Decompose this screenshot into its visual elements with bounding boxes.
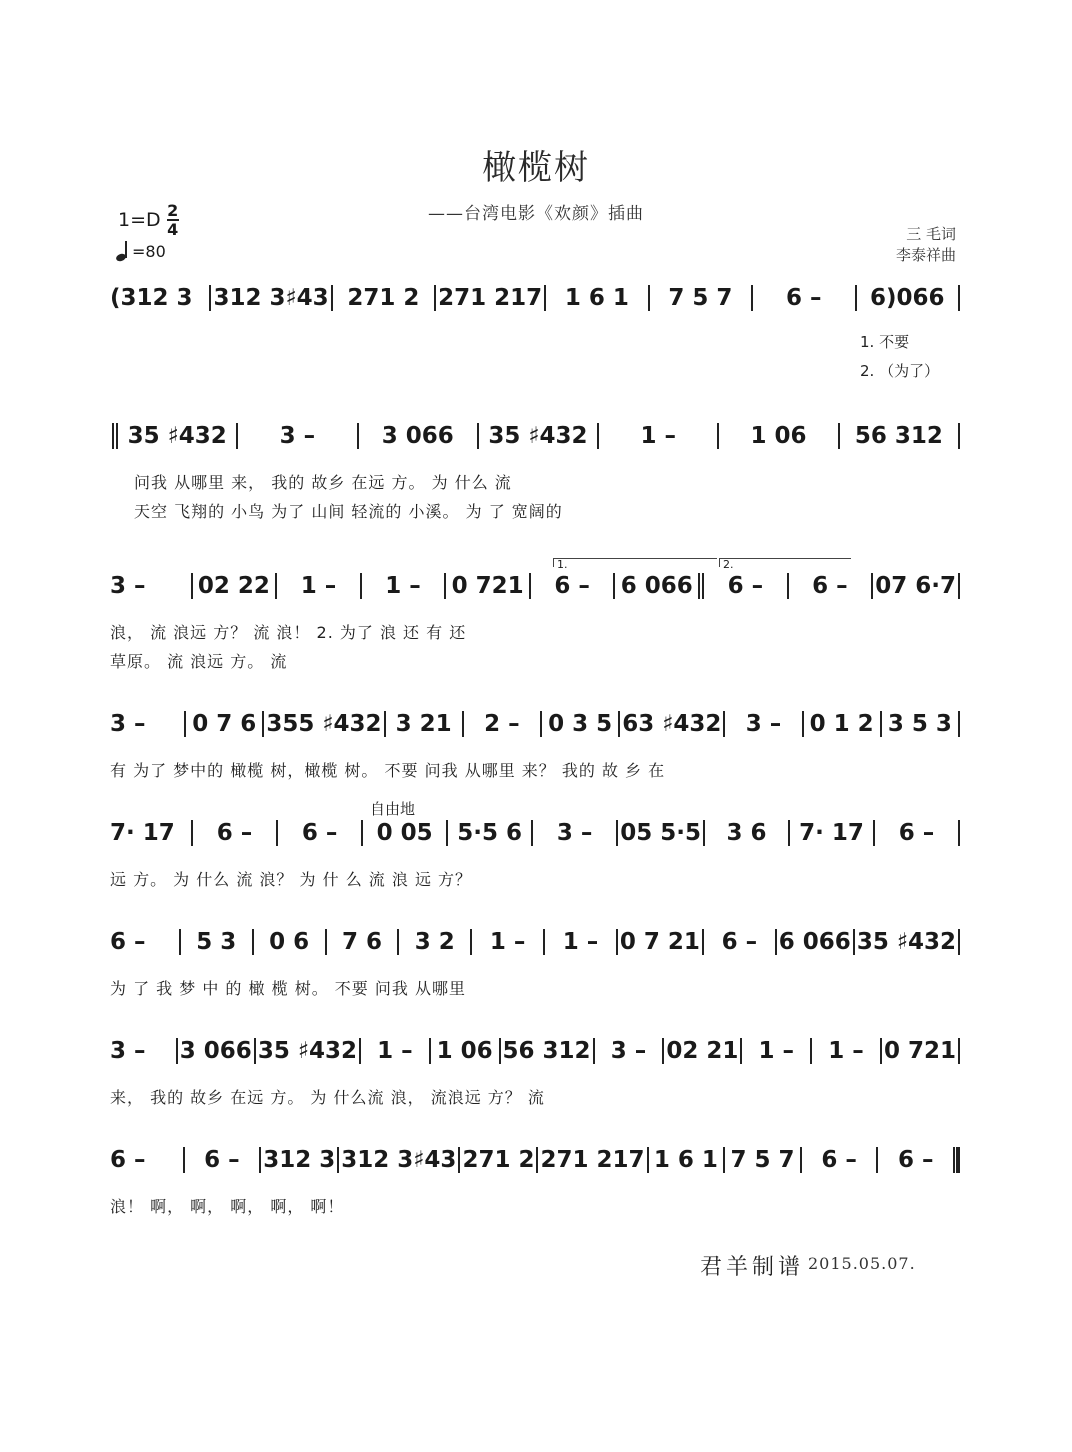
lyricist: 三 毛词 [906,225,956,243]
barline [397,929,399,955]
barline [236,423,238,449]
measure: 6 – [721,929,758,955]
barline [616,820,618,846]
key-label: 1=D [118,209,161,231]
measure: 0 7 6 [192,711,257,737]
measure: 1 – [300,573,337,599]
barline [871,573,873,599]
measure: 3 21 [395,711,452,737]
barline [958,423,960,449]
composer: 李泰祥曲 [895,246,956,264]
transcription-date: 2015.05.07. [808,1254,916,1273]
measure: 0 721 [883,1038,956,1064]
song-subtitle: ——台湾电影《欢颜》插曲 [428,204,644,224]
barline [325,929,327,955]
measure: 7· 17 [110,820,175,846]
barline [477,423,479,449]
barline [191,820,193,846]
measure: 3 066 [179,1038,252,1064]
measure: 6 – [301,820,338,846]
barline [880,1038,882,1064]
measure: 1 – [758,1038,795,1064]
measure: (312 3 [110,285,193,311]
measure: 6 – [554,573,590,599]
barline [648,285,650,311]
volta-bracket-1: 1. [553,558,717,567]
lyric-line: 有 为了 梦中的 橄榄 树，橄榄 树。 不要 问我 从哪里 来？ 我的 故 乡 在 [110,761,666,780]
measure: 1 6 1 [653,1147,718,1173]
barline [618,711,620,737]
measure: 1 06 [750,423,807,449]
barline [359,1038,361,1064]
lyric-line: 草原。 流 浪远 方。 流 [110,652,288,671]
lyric-line: 浪， 流 浪远 方？ 流 浪！ 2. 为了 浪 还 有 还 [110,623,467,642]
barline [540,711,542,737]
key-signature [118,202,179,238]
credits [896,224,956,266]
barline [360,573,362,599]
barline [775,929,777,955]
measure: 3 6 [726,820,767,846]
measure: 6 – [812,573,848,599]
measure: 6 – [110,1147,146,1173]
measure: 271 217 [540,1147,645,1173]
barline [429,1038,431,1064]
measure: 1 06 [436,1038,493,1064]
barline [254,1038,256,1064]
barline [384,711,386,737]
tempo-value: =80 [132,241,166,261]
barline [838,423,840,449]
measure: 3 – [556,820,593,846]
measure: 02 22 [197,573,270,599]
score-system-5 [110,820,962,846]
measure: 1 – [489,929,526,955]
measure: 0 1 2 [809,711,874,737]
ending-2-lyric: 2. （为了） [860,362,940,380]
measure: 6 – [216,820,253,846]
barline [958,573,960,599]
barline [275,573,277,599]
barline [252,929,254,955]
transcriber-signature: 君羊制谱 [700,1255,805,1280]
measure: 312 3♯43 [213,285,329,311]
measure: 1 – [640,423,677,449]
measure: 35 ♯432 [856,929,956,955]
measure: 07 6·7 [875,573,956,599]
measure: 3 5 3 [887,711,952,737]
barline [444,573,446,599]
measure: 3 – [610,1038,647,1064]
barline [853,929,855,955]
measure: 6 – [821,1147,857,1173]
measure: 6 – [727,573,764,599]
measure: 0 05 [376,820,433,846]
barline [536,1147,538,1173]
barline [191,573,193,599]
measure: 02 21 [666,1038,739,1064]
barline [337,1147,339,1173]
measure: 2 – [484,711,520,737]
barline [544,285,546,311]
barline [357,423,359,449]
barline [184,711,186,737]
barline [458,1147,460,1173]
measure: 3 – [110,1038,146,1064]
ad-lib-marking: 自由地 [370,800,416,818]
barline [787,573,789,599]
repeat-end-barline [698,573,704,599]
barline [647,1147,649,1173]
barline [361,820,363,846]
ending-1-lyric: 1. 不要 [860,333,910,351]
score-system-1 [110,285,962,311]
measure: 312 3♯43 [341,1147,457,1173]
measure: 6 – [110,929,146,955]
measure: 7 5 7 [730,1147,795,1173]
repeat-start-barline [112,423,118,449]
measure: 271 217 [438,285,543,311]
time-signature [167,202,179,238]
barline [958,1038,960,1064]
barline [702,929,704,955]
measure: 1 – [377,1038,413,1064]
measure: 6 066 [620,573,693,599]
lyric-line: 来， 我的 故乡 在远 方。 为 什么流 浪， 流浪远 方？ 流 [110,1088,545,1107]
barline [183,1147,185,1173]
barline [958,929,960,955]
barline [958,285,960,311]
final-barline [953,1147,960,1173]
measure: 1 – [828,1038,864,1064]
lyric-line: 天空 飞翔的 小鸟 为了 山间 轻流的 小溪。 为 了 宽阔的 [134,502,563,521]
song-title: 橄榄树 [482,148,590,188]
barline [499,1038,501,1064]
score-system-4 [110,711,962,737]
barline [800,1147,802,1173]
barline [740,1038,742,1064]
measure: 0 7 21 [619,929,700,955]
barline [751,285,753,311]
barline [597,423,599,449]
barline [788,820,790,846]
barline [855,285,857,311]
measure: 3 – [745,711,782,737]
measure: 271 2 [462,1147,535,1173]
barline [179,929,181,955]
quarter-note-icon [116,241,128,261]
lyric-line: 问我 从哪里 来， 我的 故乡 在远 方。 为 什么 流 [134,473,512,492]
barline [613,573,615,599]
measure: 271 2 [347,285,420,311]
barline [531,820,533,846]
time-signature-bottom: 4 [167,220,179,239]
measure: 35 ♯432 [257,1038,357,1064]
barline [810,1038,812,1064]
measure: 7· 17 [799,820,864,846]
barline [662,1038,664,1064]
measure: 6)066 [870,285,945,311]
score-system-6 [110,929,962,955]
measure: 1 6 1 [564,285,629,311]
barline [723,1147,725,1173]
measure: 5 3 [196,929,237,955]
lyric-line: 远 方。 为 什么 流 浪？ 为 什 么 流 浪 远 方？ [110,870,473,889]
measure: 6 – [898,820,935,846]
barline [880,711,882,737]
barline [209,285,211,311]
measure: 35 ♯432 [488,423,588,449]
measure: 6 – [786,285,822,311]
measure: 6 066 [778,929,851,955]
barline [958,711,960,737]
lyric-line: 为 了 我 梦 中 的 橄 榄 树。 不要 问我 从哪里 [110,979,466,998]
barline [262,711,264,737]
barline [543,929,545,955]
barline [176,1038,178,1064]
barline [470,929,472,955]
measure: 3 – [279,423,316,449]
barline [717,423,719,449]
measure: 355 ♯432 [266,711,382,737]
barline [446,820,448,846]
measure: 0 721 [451,573,524,599]
tempo-marking [116,241,166,261]
barline [434,285,436,311]
barline [876,1147,878,1173]
barline [331,285,333,311]
barline [529,573,531,599]
barline [259,1147,261,1173]
time-signature-top: 2 [167,201,179,220]
score-system-7 [110,1038,962,1064]
measure: 56 312 [854,423,943,449]
barline [958,820,960,846]
measure: 0 3 5 [548,711,613,737]
measure: 5·5 6 [457,820,523,846]
measure: 6 – [897,1147,934,1173]
measure: 3 066 [381,423,454,449]
barline [802,711,804,737]
measure: 0 6 [269,929,310,955]
score-system-2 [110,423,962,449]
barline [703,820,705,846]
score-system-3 [110,573,962,599]
measure: 3 2 [414,929,455,955]
measure: 7 5 7 [668,285,733,311]
measure: 1 – [385,573,421,599]
barline [873,820,875,846]
measure: 1 – [562,929,599,955]
volta-bracket-2: 2. [719,558,851,567]
score-system-8 [110,1147,962,1173]
barline [462,711,464,737]
measure: 6 – [204,1147,240,1173]
barline [593,1038,595,1064]
measure: 3 – [110,573,146,599]
measure: 05 5·5 [620,820,701,846]
lyric-line: 浪！ 啊， 啊， 啊， 啊， 啊！ [110,1197,345,1216]
measure: 312 3 [263,1147,336,1173]
barline [616,929,618,955]
measure: 3 – [110,711,146,737]
measure: 56 312 [502,1038,591,1064]
measure: 35 ♯432 [127,423,227,449]
barline [723,711,725,737]
measure: 63 ♯432 [622,711,722,737]
barline [276,820,278,846]
measure: 7 6 [341,929,382,955]
